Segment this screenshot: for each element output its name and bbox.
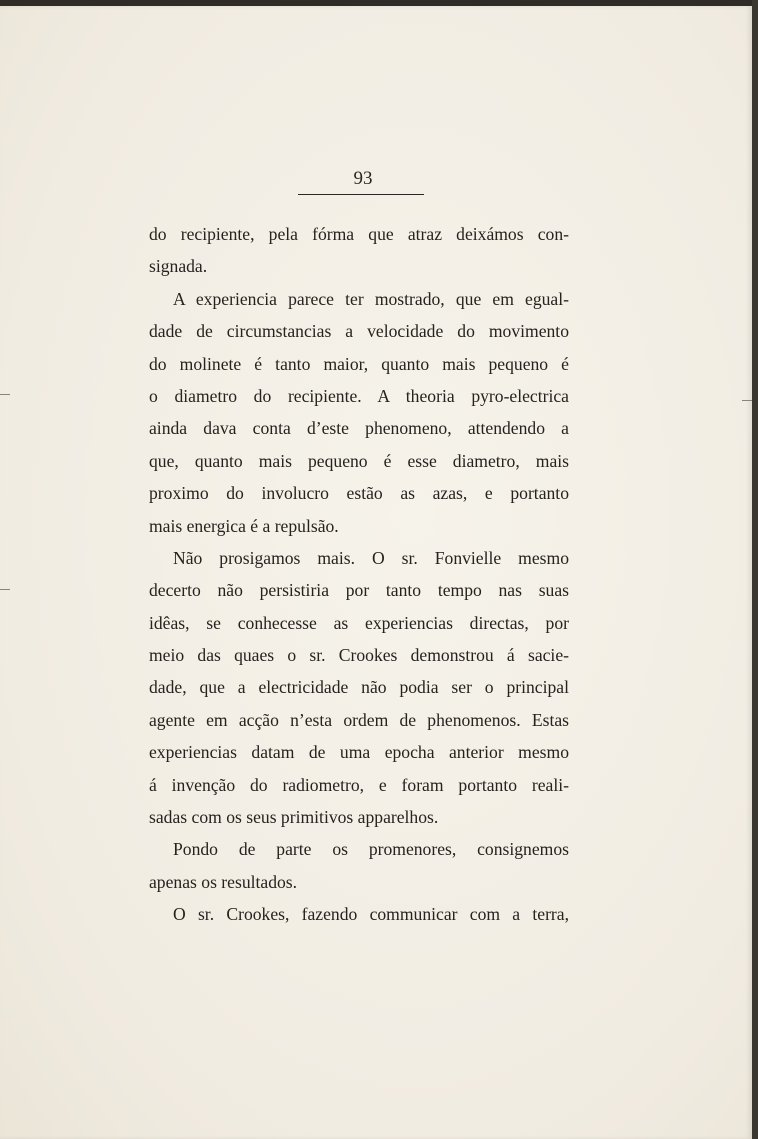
text-line: sadas com os seus primitivos apparelhos. (149, 807, 439, 828)
text-line: mais energica é a repulsão. (149, 515, 339, 536)
text-line: decerto não persistiria por tanto tempo nas suas (149, 580, 569, 601)
margin-mark (0, 394, 10, 395)
text-line: agente em acção n’esta ordem de phenomenos. Estas (149, 709, 569, 730)
text-line: Não prosigamos mais. O sr. Fonvielle mesmo (173, 547, 569, 568)
text-line: á invenção do radiometro, e foram portanto reali- (149, 774, 569, 795)
page-number: 93 (353, 168, 373, 189)
text-line: o diametro do recipiente. A theoria pyro-electrica (149, 385, 569, 406)
text-line: do recipiente, pela fórma que atraz deixámos con- (149, 224, 569, 244)
text-line: ainda dava conta d’este phenomeno, attendendo a (149, 418, 569, 439)
text-line: dade, que a electricidade não podia ser o principal (149, 677, 569, 698)
text-line: A experiencia parece ter mostrado, que em egual- (173, 288, 569, 309)
text-line: experiencias datam de uma epocha anterior mesmo (149, 742, 569, 763)
text-line: proximo do involucro estão as azas, e portanto (149, 483, 569, 504)
margin-mark (742, 400, 752, 401)
text-line: apenas os resultados. (149, 871, 298, 892)
body-text (149, 218, 569, 931)
margin-mark (0, 589, 10, 590)
page-right-edge (752, 0, 758, 1139)
text-line: idêas, se conhecesse as experiencias directas, por (149, 612, 569, 633)
text-line: do molinete é tanto maior, quanto mais pequeno é (149, 353, 569, 374)
text-line: que, quanto mais pequeno é esse diametro, mais (149, 450, 569, 471)
text-line: O sr. Crookes, fazendo communicar com a terra, (173, 904, 569, 925)
header-rule (298, 194, 424, 195)
text-line: signada. (149, 256, 208, 277)
text-line: meio das quaes o sr. Crookes demonstrou á sacie- (149, 645, 569, 666)
text-line: Pondo de parte os promenores, consignemos (173, 839, 569, 860)
text-line: dade de circumstancias a velocidade do movimento (149, 321, 569, 342)
